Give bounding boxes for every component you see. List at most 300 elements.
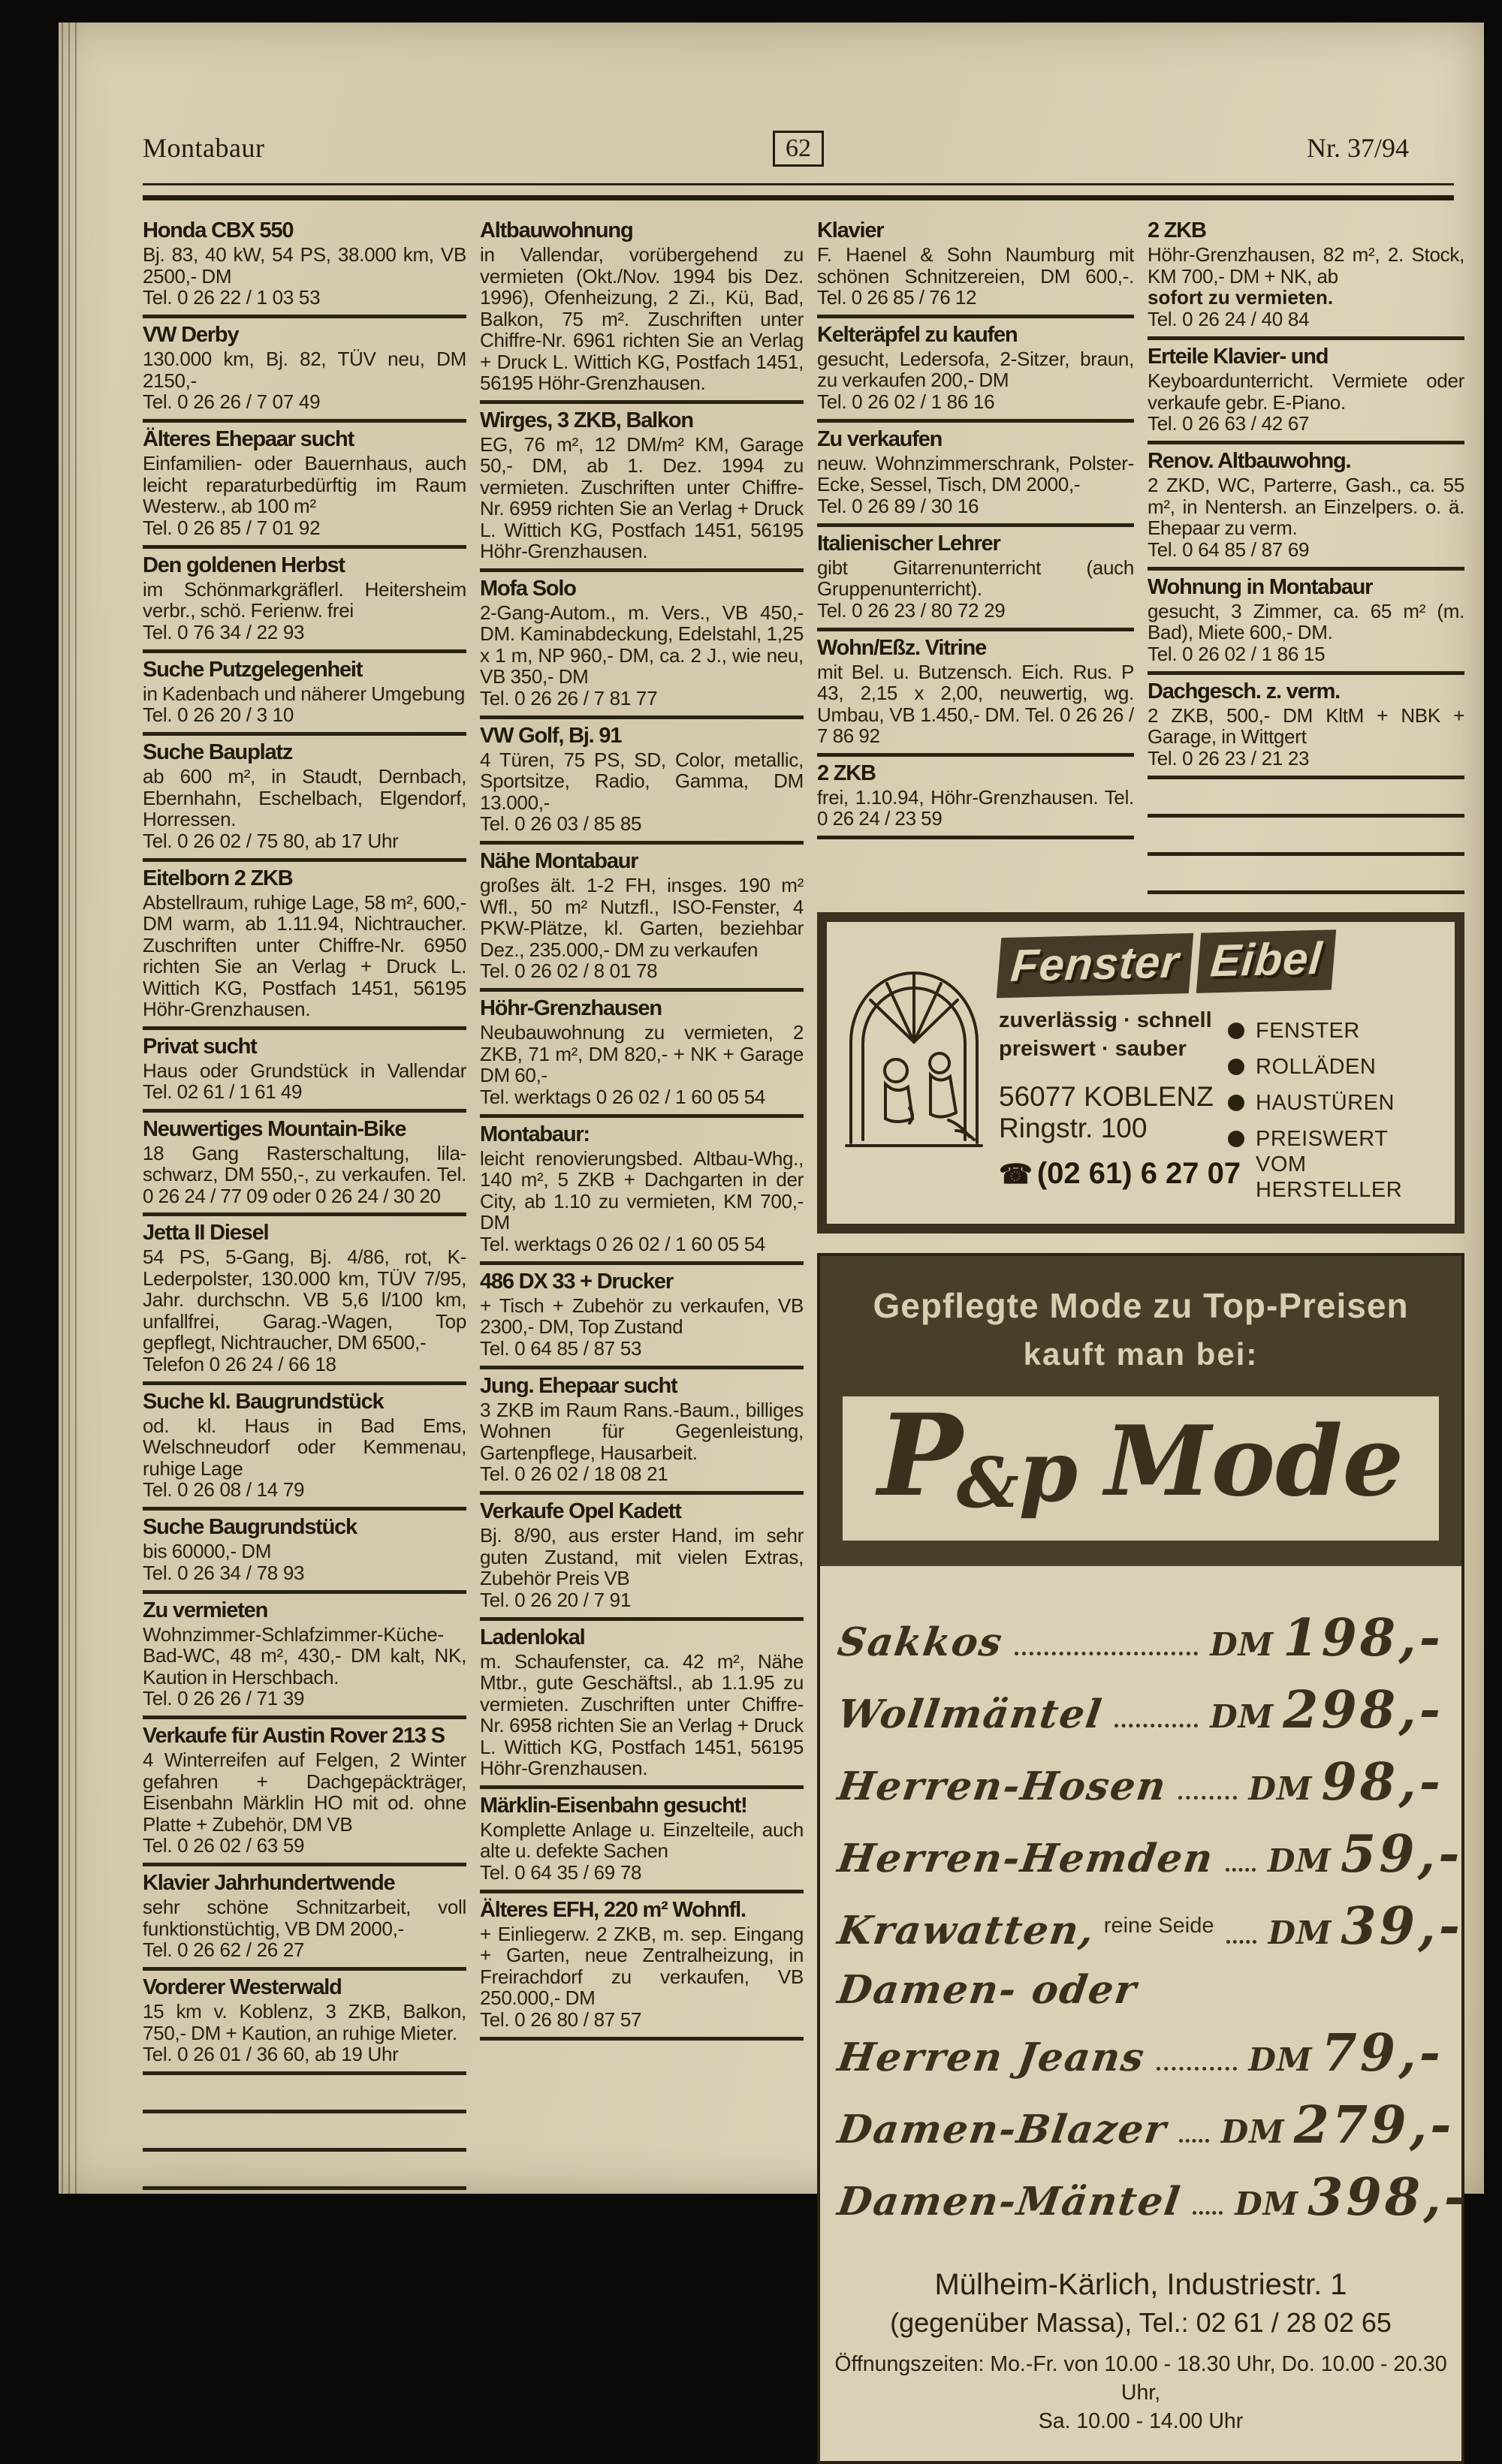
ad-body: 130.000 km, Bj. 82, TÜV neu, DM 2150,- <box>143 348 466 392</box>
ad-title: Klavier <box>817 218 884 242</box>
ad-phone: Tel. 0 26 02 / 8 01 78 <box>480 959 658 982</box>
dotted-leader <box>1226 1940 1256 1944</box>
pp-address-line1: Mülheim-Kärlich, Industriestr. 1 <box>934 2267 1347 2301</box>
ad-separator <box>143 2071 466 2075</box>
right-half <box>817 218 1468 2464</box>
classified-ad <box>143 1724 466 1857</box>
fenster-bullets <box>1228 1006 1444 1213</box>
ad-phone: Tel. werktags 0 26 02 / 1 60 05 54 <box>480 1085 766 1108</box>
ad-title: Wirges, 3 ZKB, Balkon <box>480 408 693 432</box>
price-value <box>1268 1896 1463 1956</box>
ad-separator <box>1148 336 1464 340</box>
price-amount: 79,- <box>1321 2023 1443 2083</box>
ad-phone: Tel. 0 26 85 / 7 01 92 <box>143 516 321 539</box>
fenster-ad-columns <box>999 1006 1444 1213</box>
ad-title: Verkaufe Opel Kadett <box>480 1499 681 1523</box>
bullet-dot <box>1228 1059 1244 1075</box>
classified-ad <box>143 1516 466 1584</box>
classified-ad <box>480 850 804 982</box>
ad-body: 18 Gang Rasterschaltung, lila-schwarz, DM 550,-, zu verkaufen. Tel. 0 26 24 / 77 09 oder 0 26 24 / 30 20 <box>143 1141 466 1207</box>
price-amount: 398,- <box>1307 2167 1468 2228</box>
ad-separator <box>480 1890 804 1893</box>
ad-body: 2 ZKD, WC, Parterre, Gash., ca. 55 m², in Nentersh. an Einzelpers. o. ä. Ehepaar zu verm. <box>1148 474 1464 539</box>
bullet-label: HAUSTÜREN <box>1256 1090 1395 1115</box>
currency: DM <box>1267 1842 1332 1879</box>
price-value <box>1235 2167 1468 2228</box>
classified-ad <box>480 1500 804 1611</box>
ad-separator <box>143 1590 466 1594</box>
ad-separator <box>480 400 804 404</box>
ad-title: Zu vermieten <box>143 1598 268 1622</box>
classified-ad <box>143 1035 466 1103</box>
classified-ad <box>143 554 466 643</box>
price-label: Damen- oder <box>834 1966 1141 2013</box>
ad-title: Altbauwohnung <box>480 218 633 242</box>
currency: DM <box>1248 1770 1313 1807</box>
dotted-leader <box>1015 1652 1198 1655</box>
ad-separator <box>480 841 804 845</box>
ad-phone: Tel. 0 26 62 / 26 27 <box>143 1938 305 1961</box>
price-row <box>834 1607 1443 1668</box>
bullet-label: PREISWERT VOM HERSTELLER <box>1256 1126 1403 1202</box>
currency: DM <box>1235 2185 1299 2222</box>
price-value <box>1249 1752 1443 1812</box>
ad-title: Montabaur: <box>480 1122 590 1146</box>
ad-title: 2 ZKB <box>1148 218 1206 242</box>
ad-separator <box>480 715 804 719</box>
price-row <box>834 2095 1455 2155</box>
ad-separator <box>480 568 804 572</box>
price-row <box>834 2167 1468 2228</box>
ad-body: + Einliegerw. 2 ZKB, m. sep. Eingang + Garten, neue Zentralheizung, in Freirachdorf zu verkaufen, VB 250.000,- DM <box>480 1922 804 2009</box>
classified-ad <box>143 867 466 1020</box>
ad-phone: Tel. 0 26 26 / 71 39 <box>143 1687 305 1709</box>
ad-body: in Kadenbach und näherer Umgebung <box>143 682 465 705</box>
logo-letter-p1: P <box>877 1389 963 1522</box>
ad-phone: Telefon 0 26 24 / 66 18 <box>143 1352 336 1375</box>
ad-body: in Vallendar, vorübergehend zu vermieten (Okt./Nov. 1994 bis Dez. 1996), Ofenheizung, 2 Zi., Kü, Bad, Balkon, 75 m². Zuschriften unter Chiffre-Nr. 6961 richten Sie an Verlag + Druck L. Wittich KG, Postfach 1451, 56195 Höhr-Grenzhausen. <box>480 243 804 394</box>
dotted-leader <box>1178 1796 1236 1800</box>
ad-separator <box>143 1109 466 1113</box>
classified-ad <box>143 219 466 309</box>
ad-separator <box>143 732 466 736</box>
classified-ad <box>817 637 1134 747</box>
ad-body: 4 Türen, 75 PS, SD, Color, metallic, Sportsitze, Radio, Gamma, DM 13.000,- <box>480 748 804 814</box>
classified-ad <box>480 219 804 394</box>
price-value <box>1221 2095 1455 2155</box>
ad-phone: Tel. 0 26 63 / 42 67 <box>1148 412 1310 435</box>
ad-phone: Tel. 0 26 02 / 1 86 15 <box>1148 642 1326 665</box>
page-number: 62 <box>773 131 824 167</box>
ad-phone: Tel. 0 26 02 / 63 59 <box>143 1834 305 1857</box>
classified-ad <box>817 762 1134 830</box>
empty-rule <box>1148 814 1464 818</box>
ad-separator <box>1148 776 1464 779</box>
header-rule-thick <box>143 195 1454 200</box>
ad-phone: Tel. 0 26 80 / 87 57 <box>480 2008 642 2031</box>
classified-ad <box>480 1270 804 1360</box>
ad-separator <box>480 1491 804 1495</box>
ad-body: neuw. Wohnzimmerschrank, Polster-Ecke, Sessel, Tisch, DM 2000,- <box>817 451 1134 496</box>
issue-number: Nr. 37/94 <box>1306 133 1409 163</box>
price-row <box>834 1824 1463 1884</box>
bullet-item <box>1228 1054 1444 1080</box>
classified-ad <box>480 997 804 1108</box>
ad-body: Einfamilien- oder Bauernhaus, auch leicht reparaturbedürftig im Raum Westerw., ab 100 m² <box>143 452 466 517</box>
price-amount: 39,- <box>1341 1896 1463 1956</box>
ad-title: Suche Putzgelegenheit <box>143 657 363 682</box>
pp-mode-logo <box>877 1389 1404 1523</box>
bullet-label: ROLLÄDEN <box>1256 1054 1377 1079</box>
ad-body: ab 600 m², in Staudt, Dernbach, Ebernhahn, Eschelbach, Elgendorf, Horressen. <box>143 765 466 830</box>
ad-title: Märklin-Eisenbahn gesucht! <box>480 1793 747 1818</box>
price-value <box>1268 1824 1462 1884</box>
price-label: Wollmäntel <box>834 1691 1106 1737</box>
ad-phone: Tel. 0 26 26 / 7 07 49 <box>143 390 321 413</box>
fenster-street: Ringstr. 100 <box>999 1112 1148 1143</box>
ad-title: Mofa Solo <box>480 576 576 601</box>
ad-separator <box>143 1507 466 1511</box>
ad-body: EG, 76 m², 12 DM/m² KM, Garage 50,- DM, ab 1. Dez. 1994 zu vermieten. Zuschriften unter Chiffre-Nr. 6959 richten Sie an Verlag + Druck L. Wittich KG, Postfach 1451, 56195 Höhr-Grenzhausen. <box>480 432 804 562</box>
ad-title: Neuwertiges Mountain-Bike <box>143 1116 406 1141</box>
classified-ad <box>143 1976 466 2065</box>
price-amount: 279,- <box>1293 2095 1455 2155</box>
ad-separator <box>143 1715 466 1719</box>
ad-phone: Tel. 0 26 22 / 1 03 53 <box>143 286 321 309</box>
currency: DM <box>1210 1625 1274 1663</box>
ad-body: großes ält. 1-2 FH, insges. 190 m² Wfl., 50 m² Nutzfl., ISO-Fenster, 4 PKW-Plätze, kl. Garten, beziehbar Dez., 235.000,- DM zu verkaufen <box>480 874 804 961</box>
classified-ad <box>1148 345 1464 435</box>
ad-separator <box>143 1381 466 1385</box>
section-title: Montabaur <box>143 133 265 163</box>
classified-ad <box>143 1872 466 1961</box>
ad-separator <box>480 2037 804 2041</box>
empty-rule <box>1148 890 1464 894</box>
ad-separator <box>1148 441 1464 444</box>
price-amount: 298,- <box>1283 1679 1443 1740</box>
ad-separator <box>480 1366 804 1369</box>
ad-title: Verkaufe für Austin Rover 213 S <box>143 1724 445 1748</box>
ad-body: Neubauwohnung zu vermieten, 2 ZKB, 71 m², DM 820,- + NK + Garage DM 60,- <box>480 1021 804 1086</box>
price-value <box>1249 2023 1443 2083</box>
ad-title: Jetta II Diesel <box>143 1221 269 1245</box>
classified-ad <box>817 428 1134 517</box>
ad-phone: Tel. 0 26 20 / 7 91 <box>480 1588 632 1611</box>
classified-ad <box>480 1626 804 1779</box>
ad-body: gesucht, Ledersofa, 2-Sitzer, braun, zu verkaufen 200,- DM <box>817 347 1134 391</box>
fenster-eibel-ad <box>817 912 1464 1234</box>
ad-separator <box>817 523 1134 527</box>
price-row <box>834 1896 1463 1956</box>
ad-title: Kelteräpfel zu kaufen <box>817 322 1018 347</box>
price-value <box>1210 1608 1443 1668</box>
ad-separator <box>817 628 1134 631</box>
ad-phone: Tel. 0 26 20 / 3 10 <box>143 703 294 726</box>
fenster-city: 56077 KOBLENZ <box>999 1080 1214 1112</box>
empty-rule <box>1148 852 1464 856</box>
fenster-phone <box>999 1156 1241 1191</box>
ad-bold-line: sofort zu vermieten. <box>1148 286 1334 309</box>
ad-separator <box>143 1863 466 1866</box>
ad-body: Wohnzimmer-Schlafzimmer-Küche-Bad-WC, 48 m², 430,- DM kalt, NK, Kaution in Herschbach. <box>143 1622 466 1688</box>
classified-ad <box>480 1899 804 2031</box>
logo-ampersand: & <box>956 1441 1019 1523</box>
bullet-item <box>1228 1126 1444 1203</box>
currency: DM <box>1248 2041 1313 2078</box>
ad-separator <box>143 419 466 423</box>
price-row <box>834 1679 1443 1740</box>
ad-body: Bj. 8/90, aus erster Hand, im sehr guten Zustand, mit vielen Extras, Zubehör Preis VB <box>480 1524 804 1589</box>
ad-phone: Tel. 0 26 02 / 1 86 16 <box>817 390 995 413</box>
ad-title: Vorderer Westerwald <box>143 1975 342 1999</box>
pp-address-line2: (gegenüber Massa), Tel.: 02 61 / 28 02 65 <box>890 2306 1392 2338</box>
pp-hours-line1: Öffnungszeiten: Mo.-Fr. von 10.00 - 18.30 Uhr, Do. 10.00 - 20.30 Uhr, <box>834 2351 1447 2405</box>
ad-phone: Tel. 0 26 89 / 30 16 <box>817 494 979 517</box>
ad-separator <box>480 1261 804 1265</box>
ad-phone: Tel. 0 26 26 / 7 81 77 <box>480 686 658 709</box>
logo-letter-p2: p <box>1018 1422 1078 1521</box>
classified-ad <box>817 219 1134 309</box>
ad-body: 54 PS, 5-Gang, Bj. 4/86, rot, K-Lederpolster, 130.000 km, TÜV 7/95, Jahr. durchschn. VB 5,6 l/100 km, unfallfrei, Garag.-Wagen, Top gepflegt, Nichtraucher, DM 6500,- <box>143 1246 466 1354</box>
phone-icon: ☎ <box>999 1158 1033 1189</box>
empty-rule <box>143 2110 466 2113</box>
price-label: Herren-Hosen <box>834 1763 1170 1809</box>
dotted-leader <box>1179 2139 1209 2143</box>
ad-title: 486 DX 33 + Drucker <box>480 1269 673 1294</box>
classified-ad <box>480 1375 804 1486</box>
classified-ad <box>817 324 1134 413</box>
ad-title: Suche Baugrundstück <box>143 1515 357 1539</box>
header-rule-thin <box>143 183 1454 185</box>
price-row <box>834 1966 1443 2013</box>
ad-body: 2 ZKB, 500,- DM KltM + NBK + Garage, in Wittgert <box>1148 703 1464 748</box>
ad-title: Nähe Montabaur <box>480 849 638 873</box>
ad-title: Privat sucht <box>143 1034 257 1059</box>
ad-title: Jung. Ehepaar sucht <box>480 1373 677 1398</box>
bullet-dot <box>1228 1131 1244 1147</box>
ad-phone: Tel. 0 26 08 / 14 79 <box>143 1478 305 1501</box>
price-label: Sakkos <box>834 1619 1006 1665</box>
ad-body: od. kl. Haus in Bad Ems, Welschneudorf oder Kemmenau, ruhige Lage <box>143 1414 466 1480</box>
classified-ad <box>480 409 804 562</box>
ad-body: Haus oder Grundstück in Vallendar Tel. 02 61 / 1 61 49 <box>143 1059 466 1103</box>
ad-title: Dachgesch. z. verm. <box>1148 679 1341 703</box>
fenster-contact-info <box>999 1006 1241 1213</box>
ad-phone: Tel. 0 26 02 / 18 08 21 <box>480 1462 668 1485</box>
ad-title: Wohnung in Montabaur <box>1148 574 1373 599</box>
ad-separator <box>143 1026 466 1030</box>
ad-body: 15 km v. Koblenz, 3 ZKB, Balkon, 750,- DM + Kaution, an ruhige Mieter. <box>143 2000 466 2044</box>
newspaper-page <box>59 23 1484 2433</box>
ad-phone: Tel. 0 26 34 / 78 93 <box>143 1561 305 1584</box>
tagline-1: zuverlässig · schnell <box>999 1008 1212 1032</box>
ad-title: Älteres Ehepaar sucht <box>143 427 354 451</box>
classified-column-2 <box>480 219 804 2046</box>
ad-phone: Tel. 0 26 02 / 75 80, ab 17 Uhr <box>143 829 399 852</box>
classified-ad <box>143 1390 466 1502</box>
ad-body: F. Haenel & Sohn Naumburg mit schönen Schnitzereien, DM 600,-. Tel. 0 26 85 / 76 12 <box>817 243 1134 309</box>
classified-ad <box>817 532 1134 622</box>
currency: DM <box>1268 1914 1332 1951</box>
price-label: Krawatten, <box>834 1907 1099 1953</box>
ad-body: bis 60000,- DM <box>143 1540 272 1562</box>
ad-phone: Tel. 0 26 23 / 21 23 <box>1148 746 1310 770</box>
ad-title: Eitelborn 2 ZKB <box>143 866 293 890</box>
classified-ad <box>480 1123 804 1255</box>
price-label: Damen-Blazer <box>834 2106 1171 2152</box>
price-label: Herren-Hemden <box>834 1835 1217 1881</box>
classified-ad <box>143 1599 466 1710</box>
logo-word-mode: Mode <box>1105 1405 1404 1518</box>
pp-mode-footer <box>820 2244 1461 2461</box>
classified-ad <box>1148 680 1464 770</box>
price-label: Damen-Mäntel <box>834 2178 1184 2225</box>
ad-title: Renov. Altbauwohng. <box>1148 449 1351 473</box>
classified-column-4 <box>1148 219 1464 894</box>
ad-title: VW Golf, Bj. 91 <box>480 723 622 748</box>
classified-ad <box>480 1794 804 1884</box>
ad-separator <box>143 1967 466 1971</box>
ad-separator <box>817 753 1134 757</box>
ad-title: Wohn/Eßz. Vitrine <box>817 635 987 660</box>
price-label: Herren Jeans <box>834 2034 1148 2080</box>
ad-separator <box>143 545 466 549</box>
ad-body: 3 ZKB im Raum Rans.-Baum., billiges Wohnen für Gegenleistung, Gartenpflege, Hausarbeit. <box>480 1398 804 1464</box>
right-columns <box>817 219 1464 894</box>
ad-body: + Tisch + Zubehör zu verkaufen, VB 2300,- DM, Top Zustand <box>480 1294 804 1338</box>
classified-column-1 <box>143 219 466 2190</box>
classified-ad <box>143 658 466 727</box>
bullet-item <box>1228 1090 1444 1116</box>
ad-phone: Tel. 0 26 01 / 36 60, ab 19 Uhr <box>143 2043 399 2065</box>
ad-title: Suche kl. Baugrundstück <box>143 1389 384 1414</box>
ad-body: 2-Gang-Autom., m. Vers., VB 450,- DM. Kaminabdeckung, Edelstahl, 1,25 x 1 m, NP 960,- DM, ca. 2 J., wie neu, VB 350,- DM <box>480 601 804 688</box>
dotted-leader <box>1114 1724 1199 1728</box>
ad-separator <box>143 315 466 318</box>
ad-phone: Tel. 0 26 03 / 85 85 <box>480 812 642 835</box>
pp-mode-ad <box>817 1253 1468 2464</box>
classified-ad <box>1148 576 1464 665</box>
classified-ad <box>480 577 804 709</box>
classified-ad <box>143 1221 466 1375</box>
ad-separator <box>480 1785 804 1789</box>
pp-mode-logo-box <box>843 1389 1439 1541</box>
brand-word-fenster: Fenster <box>997 932 1193 997</box>
ad-phone: Tel. 0 76 34 / 22 93 <box>143 620 305 643</box>
fenster-eibel-logo <box>998 926 1445 997</box>
classifieds-area <box>143 218 1468 2433</box>
ad-title: Höhr-Grenzhausen <box>480 996 662 1020</box>
ad-separator <box>817 315 1134 318</box>
ad-separator <box>817 419 1134 423</box>
ad-phone: Tel. 0 64 85 / 87 53 <box>480 1336 642 1360</box>
price-amount: 59,- <box>1340 1824 1463 1884</box>
fenster-phone-number: (02 61) 6 27 07 <box>1036 1156 1241 1190</box>
bullet-dot <box>1228 1095 1244 1111</box>
price-row <box>834 2023 1443 2083</box>
classified-ad <box>143 1118 466 1207</box>
ad-title: 2 ZKB <box>817 761 876 785</box>
dotted-leader <box>1193 2211 1223 2215</box>
ad-title: VW Derby <box>143 323 239 347</box>
ad-title: Zu verkaufen <box>817 426 943 451</box>
ad-body: Keyboardunterricht. Vermiete oder verkaufe gebr. E-Piano. <box>1148 369 1464 414</box>
ad-phone: Tel. 0 26 23 / 80 72 29 <box>817 598 1006 622</box>
ad-separator <box>143 649 466 653</box>
ad-phone: Tel. werktags 0 26 02 / 1 60 05 54 <box>480 1232 766 1255</box>
ad-separator <box>143 1212 466 1216</box>
ad-body: gesucht, 3 Zimmer, ca. 65 m² (m. Bad), Miete 600,- DM. <box>1148 599 1464 643</box>
ad-title: Ladenlokal <box>480 1625 585 1649</box>
ad-separator <box>480 1114 804 1118</box>
classified-column-3 <box>817 219 1134 845</box>
price-amount: 98,- <box>1321 1752 1443 1812</box>
ad-body: im Schönmarkgräflerl. Heitersheim verbr., schö. Ferienw. frei <box>143 577 466 622</box>
classified-ad <box>143 741 466 852</box>
currency: DM <box>1210 1697 1274 1735</box>
ad-body: gibt Gitarrenunterricht (auch Gruppenunterricht). <box>817 556 1134 600</box>
bullet-dot <box>1228 1023 1244 1039</box>
ad-separator <box>817 836 1134 839</box>
ad-body: mit Bel. u. Butzensch. Eich. Rus. P 43, 2,15 x 2,00, neuwertig, wg. Umbau, VB 1.450,- DM. Tel. 0 26 26 / 7 86 92 <box>817 660 1134 747</box>
price-list <box>820 1566 1468 2244</box>
ad-body: Bj. 83, 40 kW, 54 PS, 38.000 km, VB 2500,- DM <box>143 243 466 288</box>
ad-title: Klavier Jahrhundertwende <box>143 1871 395 1895</box>
bullet-item <box>1228 1018 1444 1044</box>
classified-ad <box>143 324 466 413</box>
dotted-leader <box>1226 1868 1256 1872</box>
ad-separator <box>480 1617 804 1621</box>
ad-body: sehr schöne Schnitzarbeit, voll funktionstüchtig, VB DM 2000,- <box>143 1896 466 1940</box>
ad-title: Den goldenen Herbst <box>143 553 345 577</box>
empty-rule <box>143 2186 466 2190</box>
bullet-label: FENSTER <box>1256 1018 1360 1043</box>
brand-word-eibel: Eibel <box>1196 929 1337 993</box>
ad-body: Höhr-Grenzhausen, 82 m², 2. Stock, KM 700,- DM + NK, ab <box>1148 243 1464 288</box>
classified-ad <box>1148 219 1464 330</box>
pp-headline-2: kauft man bei: <box>1023 1336 1259 1372</box>
empty-rule <box>143 2148 466 2152</box>
ad-title: Älteres EFH, 220 m² Wohnfl. <box>480 1897 746 1922</box>
ad-body: leicht renovierungsbed. Altbau-Whg., 140 m², 5 ZKB + Dachgarten in der City, ab 1.10 zu vermieten, KM 700,- DM <box>480 1146 804 1234</box>
pp-headline-1: Gepflegte Mode zu Top-Preisen <box>873 1285 1409 1325</box>
classified-ad <box>1148 450 1464 561</box>
currency: DM <box>1220 2113 1285 2150</box>
ad-phone: Tel. 0 26 24 / 40 84 <box>1148 308 1310 330</box>
ad-title: Erteile Klavier- und <box>1148 345 1329 369</box>
ad-title: Italienischer Lehrer <box>817 531 1000 556</box>
price-row <box>834 1752 1443 1812</box>
price-value <box>1210 1680 1443 1740</box>
classified-ad <box>480 724 804 836</box>
ad-title: Honda CBX 550 <box>143 218 294 242</box>
ad-separator <box>1148 671 1464 675</box>
ad-phone: Tel. 0 64 85 / 87 69 <box>1148 538 1310 561</box>
ad-separator <box>480 988 804 992</box>
pp-mode-header-band <box>820 1256 1461 1566</box>
classified-ad <box>143 428 466 539</box>
dotted-leader <box>1157 2067 1236 2071</box>
ad-body: frei, 1.10.94, Höhr-Grenzhausen. Tel. 0 26 24 / 23 59 <box>817 785 1134 830</box>
ad-body: m. Schaufenster, ca. 42 m², Nähe Mtbr., gute Geschäftsl., ab 1.1.95 zu vermieten. Zuschriften unter Chiffre-Nr. 6958 richten Sie an Verlag + Druck L. Wittich KG, Postfach 1451, 56195 Höhr-Grenzhausen. <box>480 1649 804 1779</box>
window-illustration <box>837 931 991 1213</box>
running-head <box>143 119 1454 167</box>
fenster-ad-content <box>999 931 1444 1213</box>
ad-separator <box>143 858 466 862</box>
ad-title: Suche Bauplatz <box>143 740 293 764</box>
ad-phone: Tel. 0 64 35 / 69 78 <box>480 1860 642 1884</box>
ad-body: 4 Winterreifen auf Felgen, 2 Winter gefahren + Dachgepäckträger, Eisenbahn Märklin HO mit od. ohne Platte + Zubehör, DM VB <box>143 1749 466 1836</box>
